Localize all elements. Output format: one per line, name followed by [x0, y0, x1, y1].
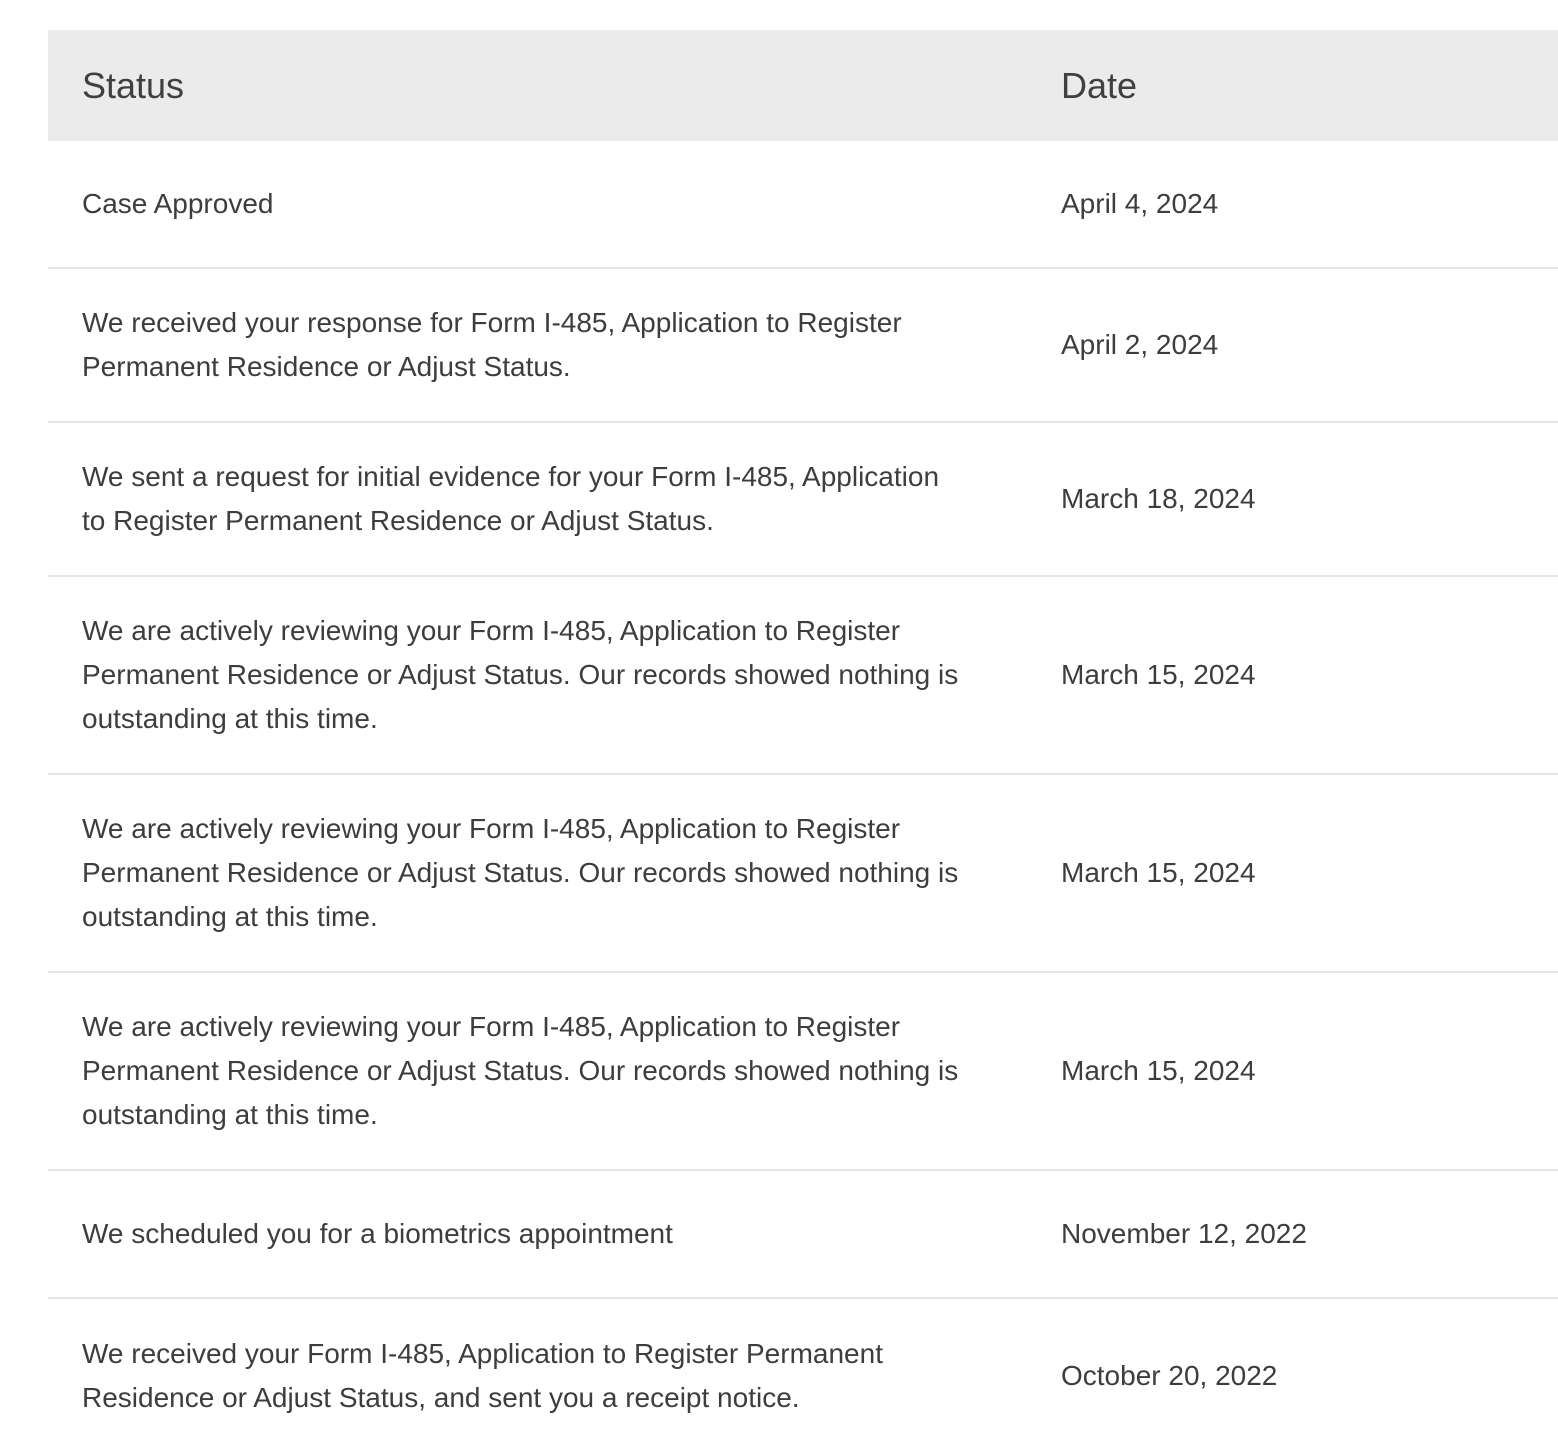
- status-cell: We are actively reviewing your Form I-485, Application to Register Permanent Residence or Adjust Status. Our records showed nothing is outstanding at this time.: [82, 615, 959, 734]
- status-cell: We received your response for Form I-485, Application to Register Permanent Residence or Adjust Status.: [82, 307, 902, 382]
- date-cell: November 12, 2022: [1061, 1218, 1307, 1249]
- status-cell: We received your Form I-485, Application to Register Permanent Residence or Adjust Status, and sent you a receipt notice.: [82, 1338, 883, 1413]
- date-cell: March 18, 2024: [1061, 483, 1256, 514]
- table-row: [48, 577, 1558, 775]
- case-history-table: [48, 30, 1558, 1453]
- table-row: [48, 269, 1558, 423]
- date-column-header: Date: [1061, 64, 1138, 106]
- date-cell: March 15, 2024: [1061, 857, 1256, 888]
- date-cell: March 15, 2024: [1061, 1055, 1256, 1086]
- status-cell: We sent a request for initial evidence for your Form I-485, Application to Register Permanent Residence or Adjust Status.: [82, 461, 940, 536]
- status-cell: Case Approved: [82, 188, 274, 219]
- table-row: [48, 775, 1558, 973]
- status-cell: We scheduled you for a biometrics appointment: [82, 1218, 673, 1249]
- date-cell: April 2, 2024: [1061, 329, 1219, 360]
- status-cell: We are actively reviewing your Form I-485, Application to Register Permanent Residence or Adjust Status. Our records showed nothing is outstanding at this time.: [82, 1011, 959, 1130]
- table-row: [48, 973, 1558, 1171]
- table-row: [48, 423, 1558, 577]
- status-cell: We are actively reviewing your Form I-485, Application to Register Permanent Residence or Adjust Status. Our records showed nothing is outstanding at this time.: [82, 813, 959, 932]
- table-row: [48, 141, 1558, 269]
- date-cell: April 4, 2024: [1061, 188, 1219, 219]
- table-row: [48, 1299, 1558, 1453]
- status-column-header: Status: [82, 64, 185, 106]
- table-header: [48, 30, 1558, 141]
- table-row: [48, 1171, 1558, 1299]
- date-cell: October 20, 2022: [1061, 1360, 1278, 1391]
- date-cell: March 15, 2024: [1061, 659, 1256, 690]
